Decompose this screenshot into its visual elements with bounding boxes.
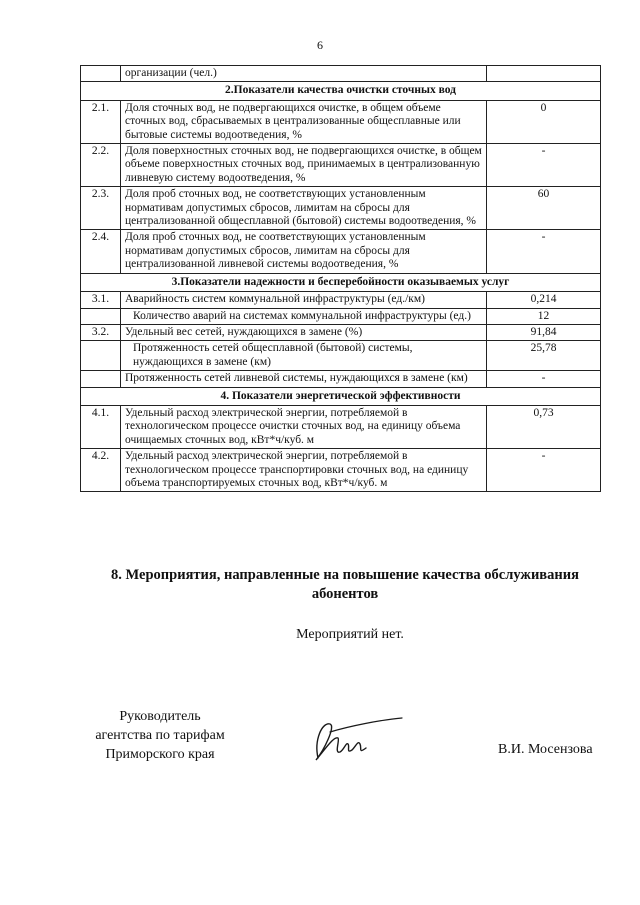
table-row	[81, 187, 601, 230]
signer-title-line-1: Руководитель	[119, 709, 201, 724]
row-number: 2.2.	[81, 144, 121, 187]
signer-title-line-3: Приморского края	[105, 747, 215, 762]
table-row	[81, 66, 601, 82]
indicator-value: -	[487, 371, 601, 387]
section-title: 3.Показатели надежности и бесперебойности оказываемых услуг	[81, 273, 601, 291]
row-number: 3.2.	[81, 324, 121, 340]
table-section-header	[81, 387, 601, 405]
section-title: 4. Показатели энергетической эффективности	[81, 387, 601, 405]
table-row	[81, 144, 601, 187]
row-number	[81, 341, 121, 371]
section-8-heading: 8. Мероприятия, направленные на повышение качества обслуживания абонентов	[111, 567, 579, 602]
indicator-value: -	[487, 230, 601, 273]
indicator-name: Доля проб сточных вод, не соответствующих установленным нормативам допустимых сбросов, лимитам на сбросы для централизованной ливневой системы водоотведения, %	[121, 230, 487, 273]
indicator-value: 60	[487, 187, 601, 230]
indicator-name: организации (чел.)	[121, 66, 487, 82]
page-number: 6	[317, 38, 323, 52]
row-number: 3.1.	[81, 292, 121, 308]
table-row	[81, 308, 601, 324]
indicator-value	[487, 66, 601, 82]
indicator-name: Протяженность сетей общесплавной (бытовой) системы, нуждающихся в замене (км)	[121, 341, 487, 371]
no-measures-text: Мероприятий нет.	[296, 627, 404, 642]
table-row	[81, 371, 601, 387]
indicator-value: -	[487, 449, 601, 492]
row-number: 2.3.	[81, 187, 121, 230]
row-number: 2.1.	[81, 100, 121, 143]
indicator-value: 12	[487, 308, 601, 324]
table-row	[81, 341, 601, 371]
indicator-name: Удельный расход электрической энергии, потребляемой в технологическом процессе транспортировки сточных вод, на единицу объема транспортируемых сточных вод, кВт*ч/куб. м	[121, 449, 487, 492]
table-row	[81, 230, 601, 273]
indicator-value: -	[487, 144, 601, 187]
indicator-name: Количество аварий на системах коммунальной инфраструктуры (ед.)	[121, 308, 487, 324]
table-section-header	[81, 273, 601, 291]
indicator-name: Удельный расход электрической энергии, потребляемой в технологическом процессе очистки сточных вод, на единицу объема очищаемых сточных вод, кВт*ч/куб. м	[121, 405, 487, 448]
indicator-name: Доля поверхностных сточных вод, не подвергающихся очистке, в общем объеме поверхностных сточных вод, принимаемых в централизованную ливневую систему водоотведения, %	[121, 144, 487, 187]
handwritten-signature	[300, 710, 410, 770]
table-section-header	[81, 82, 601, 100]
indicator-name: Протяженность сетей ливневой системы, нуждающихся в замене (км)	[121, 371, 487, 387]
row-number: 2.4.	[81, 230, 121, 273]
indicator-name: Аварийность систем коммунальной инфраструктуры (ед./км)	[121, 292, 487, 308]
indicator-name: Доля проб сточных вод, не соответствующих установленным нормативам допустимых сбросов, лимитам на сбросы для централизованной общесплавной (бытовой) системы водоотведения, %	[121, 187, 487, 230]
signer-title-line-2: агентства по тарифам	[95, 728, 225, 743]
table-row	[81, 324, 601, 340]
indicator-value: 91,84	[487, 324, 601, 340]
row-number	[81, 308, 121, 324]
table-row	[81, 100, 601, 143]
table-row	[81, 449, 601, 492]
row-number: 4.1.	[81, 405, 121, 448]
section-title: 2.Показатели качества очистки сточных вод	[81, 82, 601, 100]
indicator-value: 0,214	[487, 292, 601, 308]
indicator-value: 0	[487, 100, 601, 143]
indicator-value: 0,73	[487, 405, 601, 448]
row-number	[81, 371, 121, 387]
row-number: 4.2.	[81, 449, 121, 492]
indicators-table	[80, 65, 601, 492]
table-row	[81, 292, 601, 308]
signer-name: В.И. Мосензова	[498, 742, 593, 757]
indicator-name: Удельный вес сетей, нуждающихся в замене (%)	[121, 324, 487, 340]
indicator-name: Доля сточных вод, не подвергающихся очистке, в общем объеме сточных вод, сбрасываемых в централизованные общесплавные или бытовые системы водоотведения, %	[121, 100, 487, 143]
indicator-value: 25,78	[487, 341, 601, 371]
table-row	[81, 405, 601, 448]
row-number	[81, 66, 121, 82]
signer-title	[60, 707, 260, 764]
